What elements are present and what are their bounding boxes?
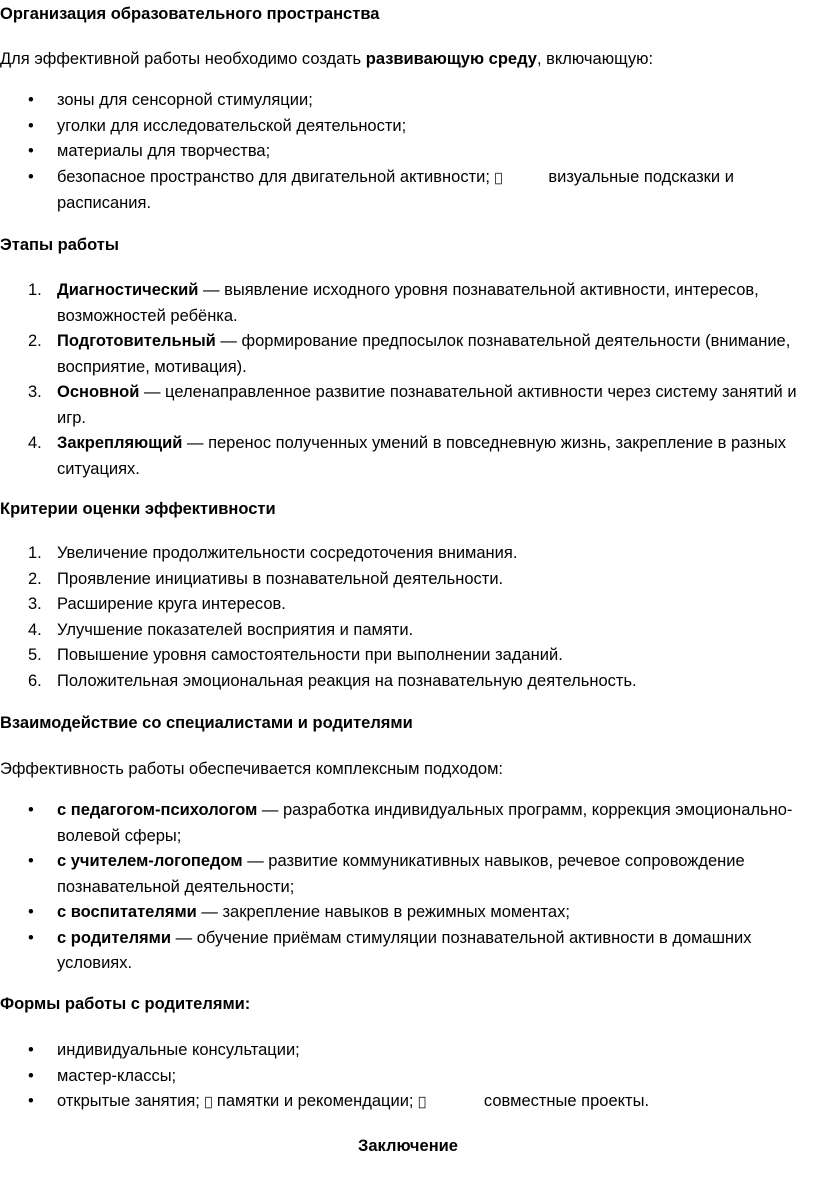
- cooperation-intro: Эффективность работы обеспечивается комплексным подходом:: [0, 760, 504, 778]
- section-title-criteria: Критерии оценки эффективности: [0, 500, 276, 518]
- list-item: 4. Закрепляющий — перенос полученных умений в повседневную жизнь, закрепление в разных ситуациях.: [28, 434, 786, 478]
- section-title-cooperation: Взаимодействие со специалистами и родителями: [0, 714, 413, 732]
- list-item: 2. Подготовительный — формирование предпосылок познавательной деятельности (внимание, восприятие, мотивация).: [28, 332, 791, 376]
- list-item: 3. Основной — целенаправленное развитие познавательной активности через систему занятий и игр.: [28, 383, 797, 427]
- list-item: 3. Расширение круга интересов.: [28, 595, 286, 613]
- symbol-glyph: [204, 1095, 212, 1110]
- environment-list: [0, 88, 816, 217]
- list-item: 2. Проявление инициативы в познавательной деятельности.: [28, 569, 504, 588]
- list-item: • с родителями — обучение приёмам стимуляции познавательной активности в домашних условиях.: [28, 928, 752, 972]
- cooperation-list: [0, 798, 816, 977]
- list-item: • индивидуальные консультации;: [28, 1041, 300, 1059]
- list-item: 5. Повышение уровня самостоятельности при выполнении заданий.: [28, 646, 563, 664]
- list-item: • материалы для творчества;: [28, 142, 271, 160]
- list-item: • с учителем-логопедом — развитие коммуникативных навыков, речевое сопровождение познавательной деятельности;: [28, 852, 745, 896]
- list-item: 6. Положительная эмоциональная реакция на познавательную деятельность.: [28, 671, 637, 690]
- symbol-glyph: [418, 1095, 426, 1110]
- parents-list: [0, 1038, 816, 1116]
- criteria-list: [0, 541, 816, 694]
- section-title-parents: Формы работы с родителями:: [0, 995, 251, 1013]
- list-item: 1. Увеличение продолжительности сосредоточения внимания.: [28, 544, 518, 562]
- symbol-glyph: [495, 171, 503, 186]
- list-item: • безопасное пространство для двигательной активности; визуальные подсказки и расписания.: [28, 167, 727, 212]
- list-item: 4. Улучшение показателей восприятия и памяти.: [28, 620, 414, 639]
- list-item: • мастер-классы;: [28, 1066, 177, 1085]
- list-item: • с педагогом-психологом — разработка индивидуальных программ, коррекция эмоционально-волевой сферы;: [28, 801, 793, 845]
- conclusion-heading: Заключение: [358, 1137, 458, 1155]
- section-title-environment: Организация образовательного пространства: [0, 5, 380, 23]
- list-item: • с воспитателями — закрепление навыков в режимных моментах;: [28, 903, 570, 921]
- list-item: 1. Диагностический — выявление исходного уровня познавательной активности, интересов, возможностей ребёнка.: [28, 281, 759, 325]
- list-item: • зоны для сенсорной стимуляции;: [28, 91, 313, 109]
- section-title-stages: Этапы работы: [0, 236, 119, 254]
- list-item: • уголки для исследовательской деятельности;: [28, 116, 407, 135]
- stages-list: [0, 278, 816, 482]
- list-item: • открытые занятия; памятки и рекомендации; совместные проекты.: [28, 1092, 629, 1110]
- environment-intro: Для эффективной работы необходимо создать развивающую среду, включающую:: [0, 50, 654, 68]
